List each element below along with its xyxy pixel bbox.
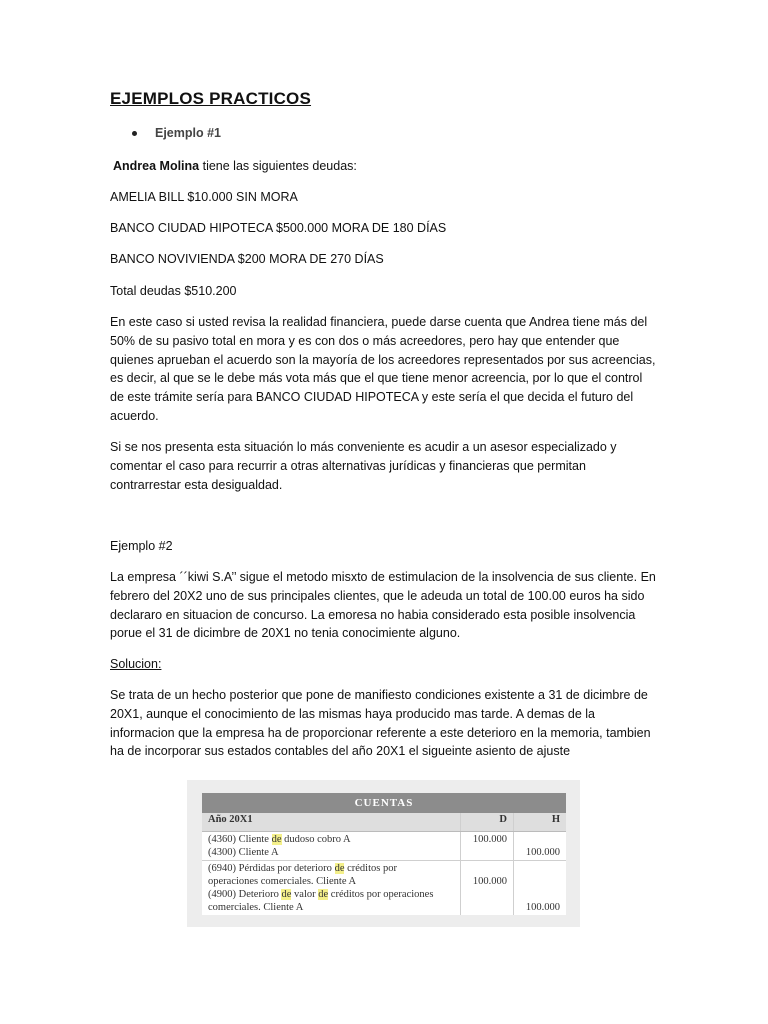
entry-line xyxy=(208,888,454,901)
table-header-row xyxy=(202,813,566,832)
ex1-paragraph-1: En este caso si usted revisa la realidad financiera, puede darse cuenta que Andrea tiene más del 50% de su pasivo total en mora y es con dos o más acreedores, pero hay que entender que quienes aprueban el acuerdo son la mayoría de los acreedores representados por sus acreencias, es decir, al que se le debe más vota más que el que tiene menor acreencia, por lo que el control de este trámite sería para BANCO CIUDAD HIPOTECA y este sería el que decida el futuro del acuerdo. xyxy=(110,315,656,423)
debt-line-1: AMELIA BILL $10.000 SIN MORA xyxy=(110,190,298,204)
debt-line-3: BANCO NOVIVIENDA $200 MORA DE 270 DÍAS xyxy=(110,252,384,266)
document-title: EJEMPLOS PRACTICOS xyxy=(110,89,312,108)
entry-description xyxy=(202,832,461,861)
entry-text: (4900) Deterioro xyxy=(208,889,282,900)
ex1-paragraph-2: Si se nos presenta esta situación lo más conveniente es acudir a un asesor especializado y comentar el caso para recurrir a otras alternativas jurídicas y financieras que permitan contrarrestar esta desigualdad. xyxy=(110,440,617,492)
table-row xyxy=(202,861,566,916)
highlighted-text: de xyxy=(318,889,329,900)
credit-value: 100.000 xyxy=(525,847,560,858)
debit-value: 100.000 xyxy=(472,876,507,887)
entry-text: (4360) Cliente xyxy=(208,834,272,845)
table-caption: CUENTAS xyxy=(202,793,566,813)
debt-total: Total deudas $510.200 xyxy=(110,284,237,298)
ex2-paragraph-2: Se trata de un hecho posterior que pone de manifiesto condiciones existente a 31 de dicimbre de 20X1, aunque el conocimiento de las mismas haya producido mas tarde. A demas de la informacion que la empresa ha de proporcionar referente a este deterioro en la memoria, tambien ha de incorporar sus estados contables del año 20X1 el sigueinte asiento de ajuste xyxy=(110,688,651,759)
credit-value: 100.000 xyxy=(525,902,560,913)
entry-text: valor xyxy=(291,889,319,900)
entry-line: comerciales. Cliente A xyxy=(208,902,304,913)
column-header-d: D xyxy=(461,813,514,832)
entry-description xyxy=(202,861,461,916)
debit-value: 100.000 xyxy=(472,834,507,845)
entry-debit xyxy=(461,861,514,916)
entry-line xyxy=(208,833,454,846)
entry-text: (6940) Pérdidas por deterioro xyxy=(208,863,335,874)
ex2-paragraph-1: La empresa ´´kiwi S.A’’ sigue el metodo misxto de estimulacion de la insolvencia de sus cliente. En febrero del 20X2 uno de sus principales clientes, que le adeuda un total de 100.00 euros ha sido declararo en situacion de concurso. La emoresa no habia considerado esta posible insolvencia porue el 31 de dicimbre de 20X1 no tenia conocimiente alguno. xyxy=(110,570,656,641)
ex1-intro-rest: tiene las siguientes deudas: xyxy=(199,159,357,173)
entry-text: créditos por xyxy=(344,863,397,874)
highlighted-text: de xyxy=(334,863,345,874)
bullet-item-ejemplo-1 xyxy=(132,126,221,140)
table-row xyxy=(202,832,566,861)
entry-text: dudoso cobro A xyxy=(281,834,351,845)
bullet-label: Ejemplo #1 xyxy=(155,126,221,140)
ex2-heading: Ejemplo #2 xyxy=(110,539,173,553)
entry-line xyxy=(208,862,454,875)
accounts-table-image xyxy=(187,780,580,927)
accounts-table xyxy=(202,793,566,915)
entry-line: operaciones comerciales. Cliente A xyxy=(208,876,357,887)
entry-line: (4300) Cliente A xyxy=(208,847,279,858)
solution-label: Solucion: xyxy=(110,657,162,671)
bullet-dot-icon xyxy=(132,131,137,136)
entry-credit xyxy=(514,832,567,861)
entry-credit xyxy=(514,861,567,916)
highlighted-text: de xyxy=(271,834,282,845)
debt-line-2: BANCO CIUDAD HIPOTECA $500.000 MORA DE 180 DÍAS xyxy=(110,221,447,235)
entry-text: créditos por operaciones xyxy=(328,889,434,900)
entry-debit xyxy=(461,832,514,861)
table-year: Año 20X1 xyxy=(202,813,461,832)
column-header-h: H xyxy=(514,813,567,832)
highlighted-text: de xyxy=(281,889,292,900)
ex1-intro-name: Andrea Molina xyxy=(113,159,200,173)
ex1-intro xyxy=(113,159,357,173)
